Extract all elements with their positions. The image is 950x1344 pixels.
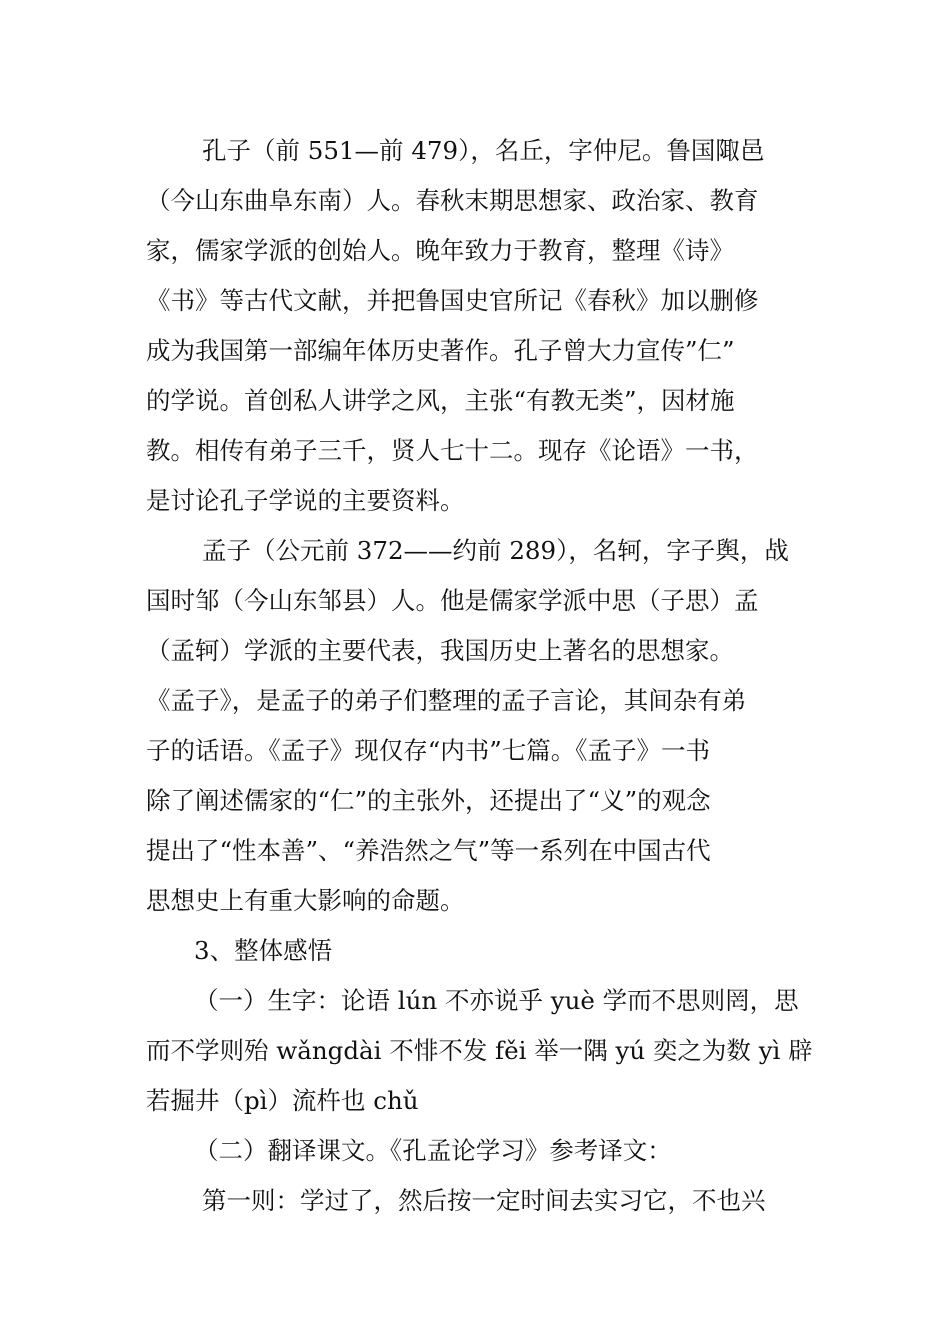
paragraph-line: 孟子（公元前 372——约前 289），名轲，字子舆，战 [202, 536, 789, 565]
paragraph-line: 《书》等古代文献，并把鲁国史官所记《春秋》加以删修 [146, 286, 759, 315]
paragraph-line: 除了阐述儒家的“仁”的主张外，还提出了“义”的观念 [146, 786, 711, 815]
paragraph-line: 而不学则殆 wǎngdài 不悱不发 fěi 举一隅 yú 奕之为数 yì 辟 [146, 1036, 813, 1065]
paragraph-line: 的学说。首创私人讲学之风，主张“有教无类”，因材施 [146, 386, 735, 415]
paragraph-line: 第一则：学过了，然后按一定时间去实习它，不也兴 [202, 1186, 766, 1215]
paragraph-line: 家，儒家学派的创始人。晚年致力于教育，整理《诗》 [146, 236, 734, 265]
paragraph-line: 教。相传有弟子三千，贤人七十二。现存《论语》一书， [146, 436, 759, 465]
paragraph-line: （今山东曲阜东南）人。春秋末期思想家、政治家、教育 [146, 186, 759, 215]
paragraph-line: 子的话语。《孟子》现仅存“内书”七篇。《孟子》一书 [146, 736, 711, 765]
paragraph-line: 若掘井（pì）流杵也 chǔ [146, 1086, 419, 1115]
paragraph-line: （一）生字：论语 lún 不亦说乎 yuè 学而不思则罔，思 [194, 986, 799, 1015]
paragraph-line: 孔子（前 551—前 479），名丘，字仲尼。鲁国陬邑 [202, 136, 765, 165]
paragraph-line: 提出了“性本善”、“养浩然之气”等一系列在中国古代 [146, 836, 711, 865]
paragraph-line: 《孟子》，是孟子的弟子们整理的孟子言论，其间杂有弟 [146, 686, 747, 715]
paragraph-line: 国时邹（今山东邹县）人。他是儒家学派中思（子思）孟 [146, 586, 759, 615]
section-heading: 3、整体感悟 [194, 936, 333, 965]
document-body [146, 126, 816, 1226]
paragraph-line: （二）翻译课文。《孔孟论学习》参考译文： [194, 1136, 672, 1165]
paragraph-line: （孟轲）学派的主要代表，我国历史上著名的思想家。 [146, 636, 734, 665]
paragraph-line: 是讨论孔子学说的主要资料。 [146, 486, 465, 515]
paragraph-line: 思想史上有重大影响的命题。 [146, 886, 465, 915]
paragraph-line: 成为我国第一部编年体历史著作。孔子曾大力宣传”仁” [146, 336, 735, 365]
